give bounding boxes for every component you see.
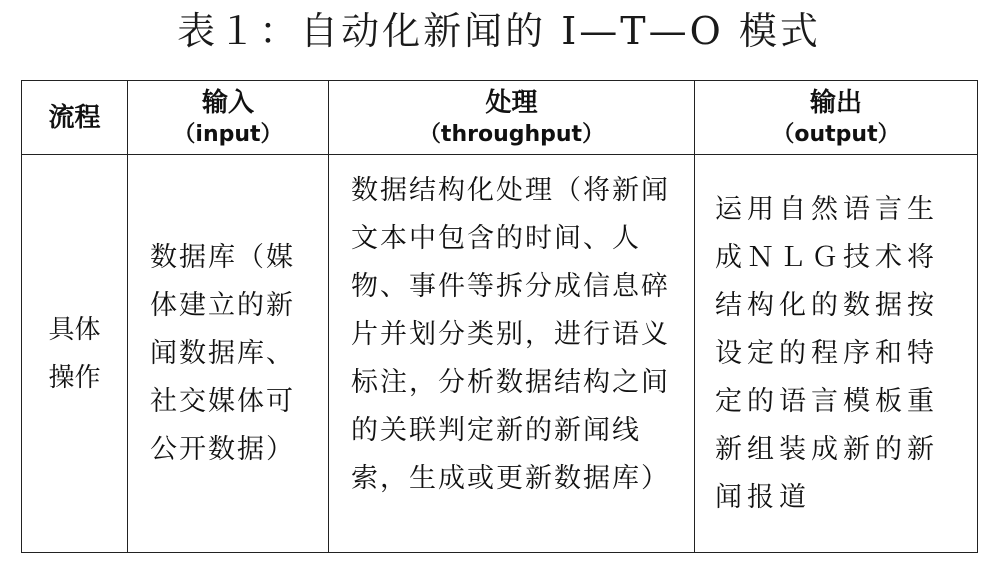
table-title: 表１：自动化新闻的 I—T—O 模式	[177, 9, 821, 53]
input-cell: 数据库（媒体建立的新闻数据库、社交媒体可公开数据）	[128, 155, 329, 553]
row-label-operation	[22, 155, 128, 553]
header-process-label: 流程	[48, 102, 101, 133]
operation-row	[22, 155, 978, 553]
ito-model-table	[21, 80, 978, 553]
header-row	[22, 81, 978, 155]
header-input-en: （input）	[173, 121, 283, 147]
header-output	[695, 81, 978, 155]
header-process	[22, 81, 128, 155]
header-throughput-en: （throughput）	[418, 121, 605, 147]
row-label-line2: 操作	[48, 362, 101, 393]
header-output-en: （output）	[772, 121, 900, 147]
header-output-label: 输出	[809, 87, 862, 118]
row-label-line1: 具体	[48, 314, 101, 345]
header-input-label: 输入	[201, 87, 254, 118]
throughput-cell: 数据结构化处理（将新闻文本中包含的时间、人物、事件等拆分成信息碎片并划分类别，进行语义标注，分析数据结构之间的关联判定新的新闻线索，生成或更新数据库）	[329, 155, 695, 553]
output-cell: 运用自然语言生成ＮＬＧ技术将结构化的数据按设定的程序和特定的语言模板重新组装成新的新闻报道	[695, 155, 978, 553]
header-input	[128, 81, 329, 155]
header-throughput	[329, 81, 695, 155]
header-throughput-label: 处理	[485, 87, 538, 118]
